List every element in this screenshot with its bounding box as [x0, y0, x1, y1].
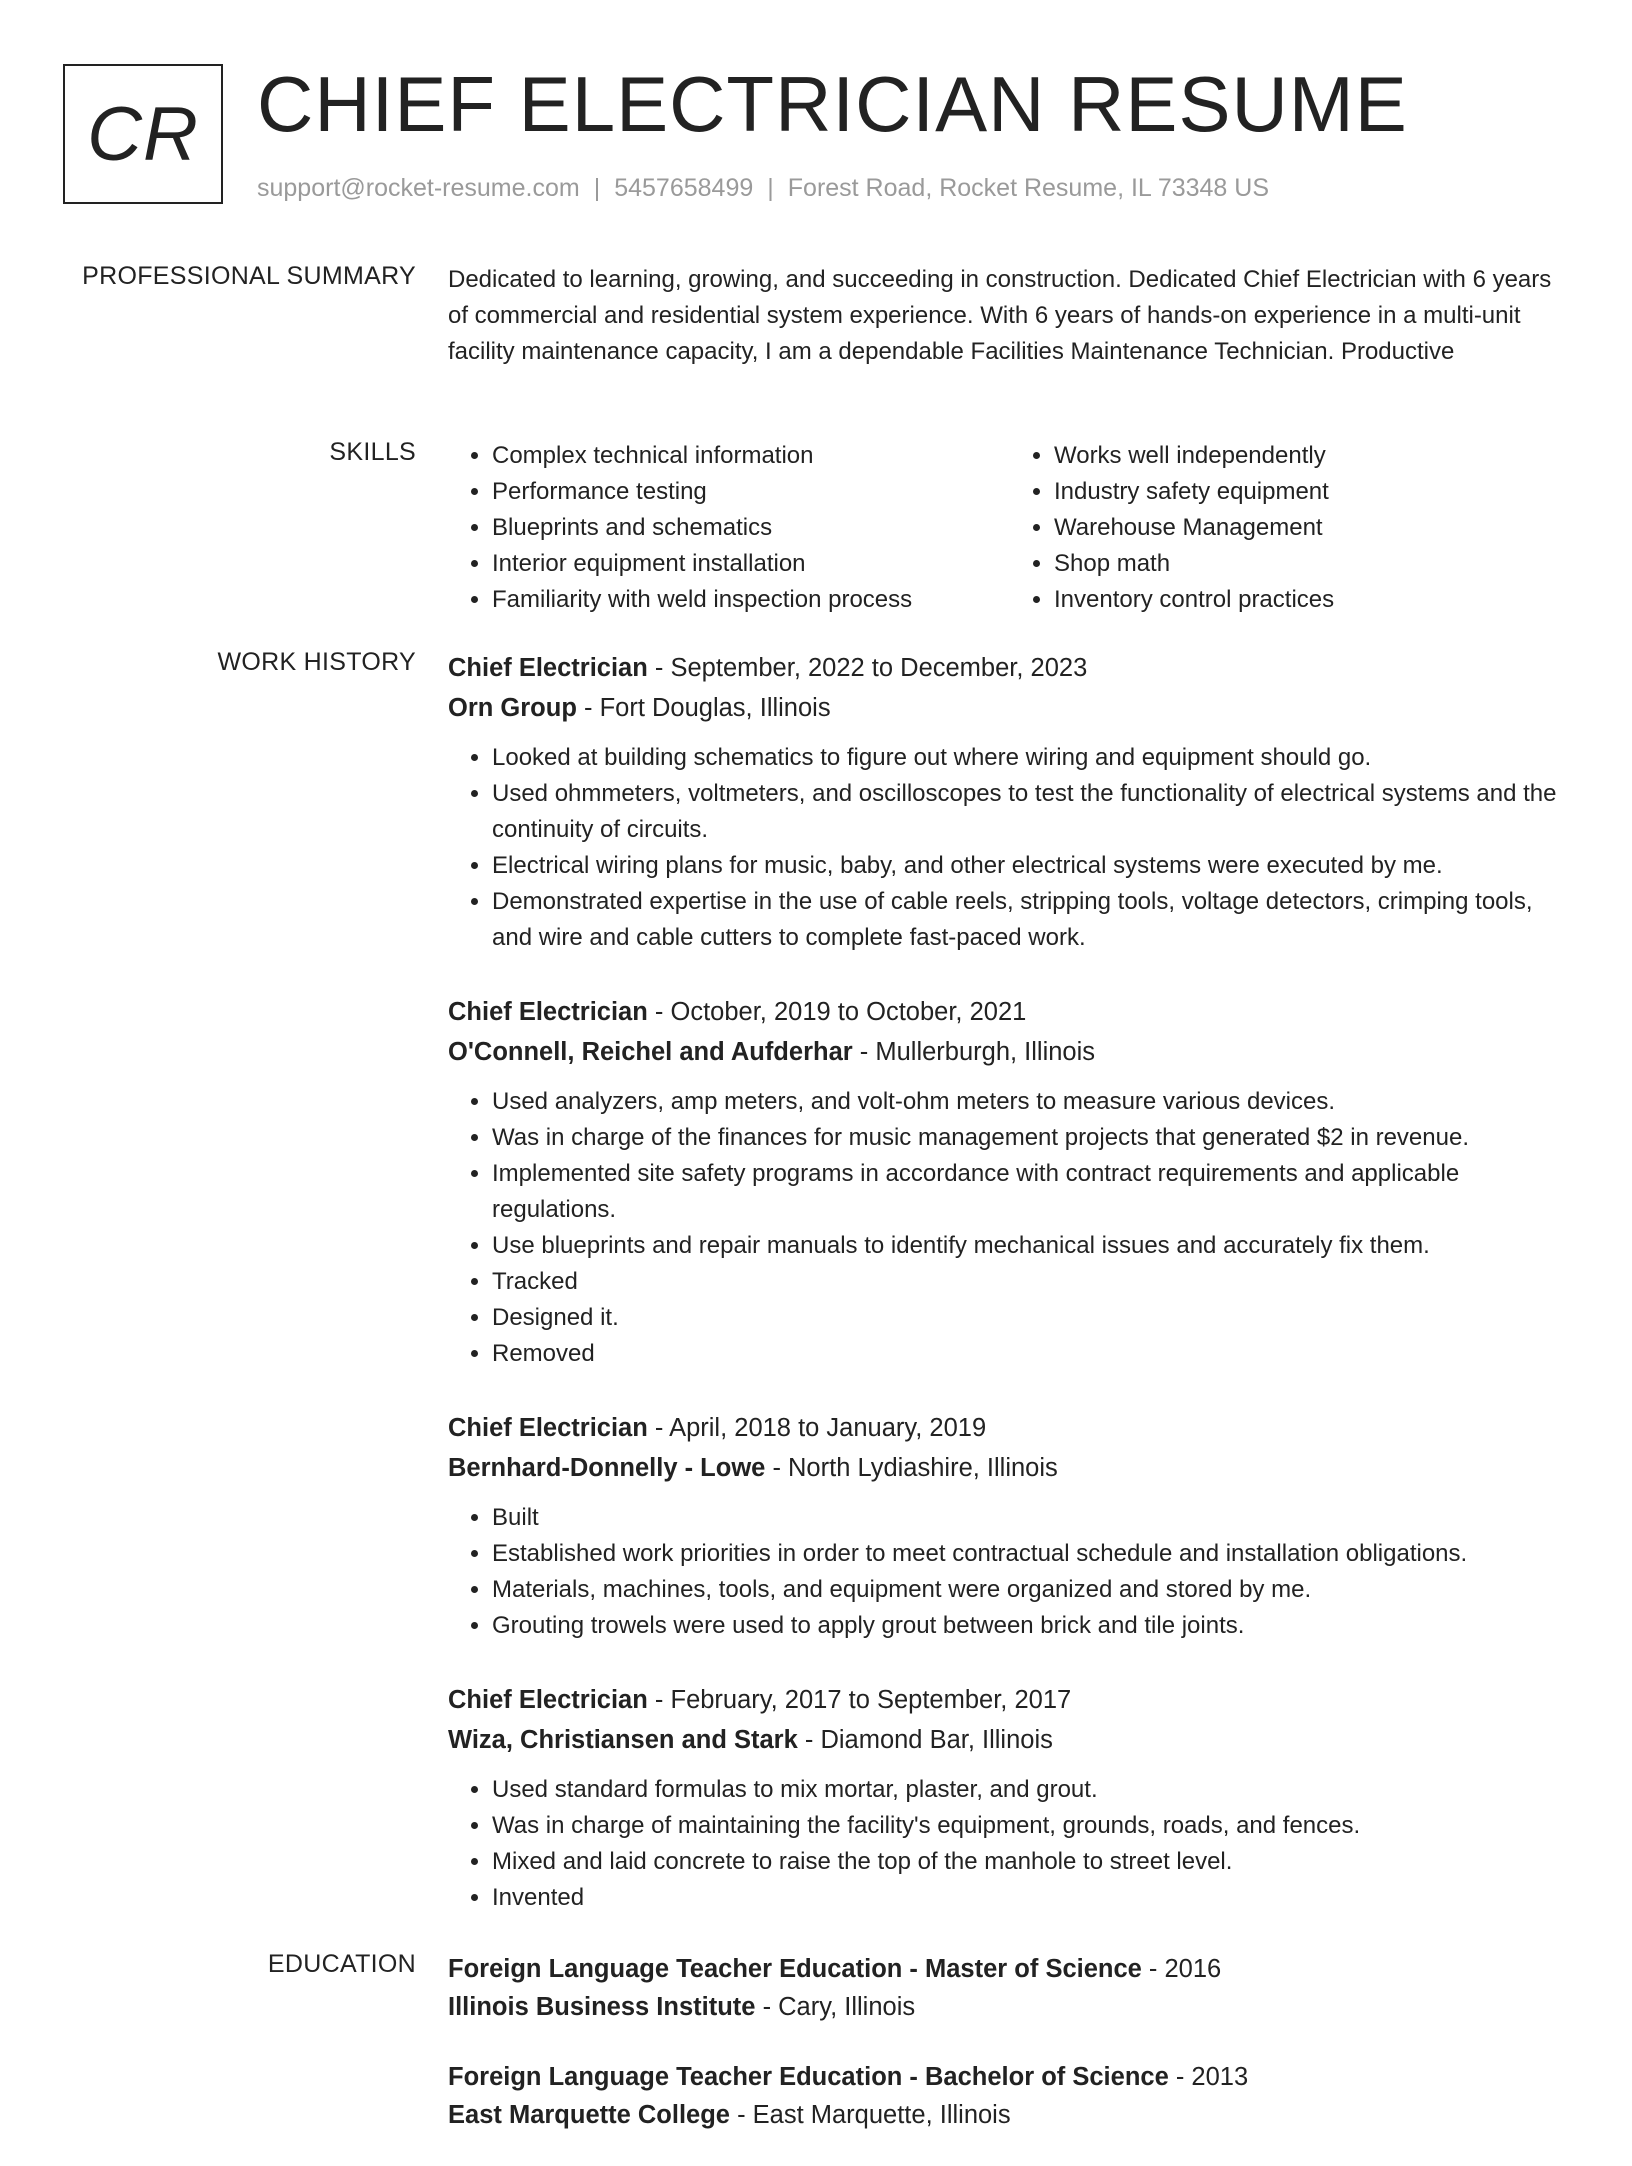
job-bullet: • Established work priorities in order to meet contractual schedule and installation obligations.	[492, 1536, 1572, 1572]
job-company-line	[448, 1448, 1572, 1488]
education-entry	[448, 2058, 1572, 2134]
job-entry	[448, 1680, 1572, 1916]
skill-item: • Inventory control practices	[1054, 582, 1572, 618]
education-label: EDUCATION	[267, 1950, 416, 1978]
job-entry	[448, 648, 1572, 956]
contact-phone: 5457658499	[614, 174, 754, 202]
resume-header	[63, 60, 1592, 214]
education-location: - Cary, Illinois	[755, 1993, 916, 2021]
job-bullet: • Was in charge of maintaining the facility's equipment, grounds, roads, and fences.	[492, 1808, 1572, 1844]
job-dates: - September, 2022 to December, 2023	[647, 654, 1088, 682]
education-list	[448, 1950, 1572, 2166]
job-bullets	[448, 1084, 1572, 1372]
contact-separator: |	[593, 174, 601, 202]
job-company-line	[448, 1720, 1572, 1760]
job-location: - North Lydiashire, Illinois	[765, 1454, 1058, 1482]
job-company: Bernhard-Donnelly - Lowe	[448, 1454, 766, 1482]
job-company: Wiza, Christiansen and Stark	[448, 1726, 798, 1754]
summary-text: Dedicated to learning, growing, and succeeding in construction. Dedicated Chief Electrician with 6 years of commercial and residential system experience. With 6 years of hands-on experience in a multi-unit facility maintenance capacity, I am a dependable Facilities Maintenance Technician. Productive	[448, 266, 1552, 365]
job-bullet: • Materials, machines, tools, and equipment were organized and stored by me.	[492, 1572, 1572, 1608]
job-bullet: • Designed it.	[492, 1300, 1572, 1336]
job-bullet: • Removed	[492, 1336, 1572, 1372]
job-entry	[448, 1408, 1572, 1644]
job-bullet: • Built	[492, 1500, 1572, 1536]
job-bullet: • Looked at building schematics to figure out where wiring and equipment should go.	[492, 740, 1572, 776]
job-dates: - February, 2017 to September, 2017	[647, 1686, 1072, 1714]
education-degree-line	[448, 2058, 1572, 2096]
skill-item: • Shop math	[1054, 546, 1572, 582]
work-history-label: WORK HISTORY	[217, 648, 416, 676]
job-title: Chief Electrician	[448, 1686, 648, 1714]
job-bullets	[448, 1772, 1572, 1916]
job-dates: - October, 2019 to October, 2021	[647, 998, 1027, 1026]
job-company: O'Connell, Reichel and Aufderhar	[448, 1038, 853, 1066]
job-bullets	[448, 1500, 1572, 1644]
job-title-line	[448, 1408, 1572, 1448]
contact-separator: |	[767, 174, 774, 202]
resume-title: CHIEF ELECTRICIAN RESUME	[257, 60, 1408, 148]
skills-label: SKILLS	[329, 438, 416, 466]
job-bullet: • Grouting trowels were used to apply grout between brick and tile joints.	[492, 1608, 1572, 1644]
education-year: - 2013	[1168, 2063, 1249, 2091]
skills-columns	[448, 438, 1572, 618]
job-dates: - April, 2018 to January, 2019	[647, 1414, 987, 1442]
skill-item: • Works well independently	[1054, 438, 1572, 474]
job-title: Chief Electrician	[448, 654, 648, 682]
skill-item: • Industry safety equipment	[1054, 474, 1572, 510]
job-bullet: • Electrical wiring plans for music, baby, and other electrical systems were executed by me.	[492, 848, 1572, 884]
job-bullet: • Used ohmmeters, voltmeters, and oscilloscopes to test the functionality of electrical systems and the continuity of circuits.	[492, 776, 1572, 848]
skill-item: • Complex technical information	[492, 438, 1010, 474]
skill-item: • Familiarity with weld inspection process	[492, 582, 1010, 618]
education-degree-line	[448, 1950, 1572, 1988]
monogram-logo: CR	[63, 64, 223, 204]
job-bullet: • Was in charge of the finances for music management projects that generated $2 in revenue.	[492, 1120, 1572, 1156]
job-bullet: • Use blueprints and repair manuals to identify mechanical issues and accurately fix them.	[492, 1228, 1572, 1264]
contact-email: support@rocket-resume.com	[257, 174, 580, 202]
job-title-line	[448, 992, 1572, 1032]
job-title: Chief Electrician	[448, 1414, 648, 1442]
job-location: - Diamond Bar, Illinois	[797, 1726, 1053, 1754]
summary-label: PROFESSIONAL SUMMARY	[82, 262, 416, 290]
job-bullet: • Implemented site safety programs in accordance with contract requirements and applicable regulations.	[492, 1156, 1572, 1228]
job-title: Chief Electrician	[448, 998, 648, 1026]
job-title-line	[448, 648, 1572, 688]
job-bullet: • Invented	[492, 1880, 1572, 1916]
job-bullet: • Tracked	[492, 1264, 1572, 1300]
skills-list-left	[448, 438, 1010, 618]
job-title-line	[448, 1680, 1572, 1720]
education-school: Illinois Business Institute	[448, 1993, 756, 2021]
job-company-line	[448, 688, 1572, 728]
work-history-list	[448, 648, 1572, 1952]
education-school: East Marquette College	[448, 2101, 730, 2129]
education-year: - 2016	[1141, 1955, 1222, 1983]
job-location: - Mullerburgh, Illinois	[852, 1038, 1096, 1066]
job-company-line	[448, 1032, 1572, 1072]
job-bullets	[448, 740, 1572, 956]
contact-address: Forest Road, Rocket Resume, IL 73348 US	[787, 174, 1270, 202]
education-school-line	[448, 2096, 1572, 2134]
skill-item: • Performance testing	[492, 474, 1010, 510]
education-degree: Foreign Language Teacher Education - Bachelor of Science	[448, 2063, 1169, 2091]
job-bullet: • Used standard formulas to mix mortar, plaster, and grout.	[492, 1772, 1572, 1808]
job-bullet: • Used analyzers, amp meters, and volt-ohm meters to measure various devices.	[492, 1084, 1572, 1120]
skill-item: • Interior equipment installation	[492, 546, 1010, 582]
job-company: Orn Group	[448, 694, 577, 722]
skills-list-right	[1010, 438, 1572, 618]
contact-line	[257, 174, 1269, 203]
skill-item: • Blueprints and schematics	[492, 510, 1010, 546]
job-entry	[448, 992, 1572, 1372]
education-entry	[448, 1950, 1572, 2026]
education-degree: Foreign Language Teacher Education - Master of Science	[448, 1955, 1142, 1983]
education-school-line	[448, 1988, 1572, 2026]
job-location: - Fort Douglas, Illinois	[576, 694, 831, 722]
skill-item: • Warehouse Management	[1054, 510, 1572, 546]
job-bullet: • Mixed and laid concrete to raise the top of the manhole to street level.	[492, 1844, 1572, 1880]
education-location: - East Marquette, Illinois	[729, 2101, 1011, 2129]
job-bullet: • Demonstrated expertise in the use of cable reels, stripping tools, voltage detectors, crimping tools, and wire and cable cutters to complete fast-paced work.	[492, 884, 1572, 956]
